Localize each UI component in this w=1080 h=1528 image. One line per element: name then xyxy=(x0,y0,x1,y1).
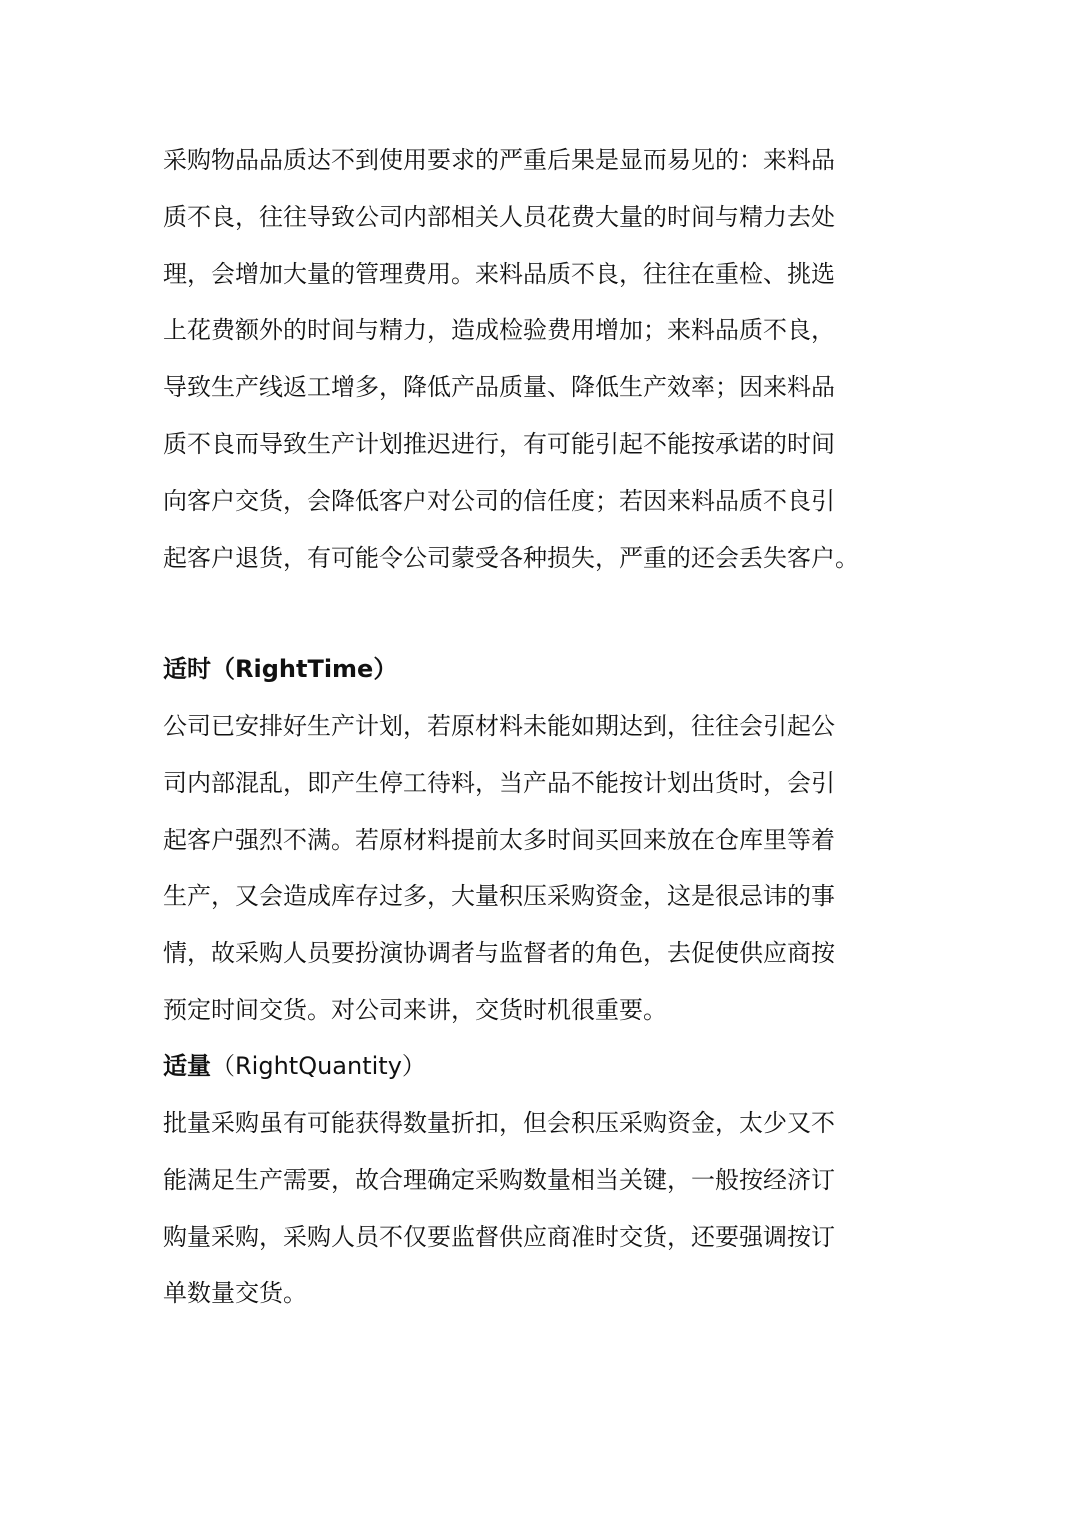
text-line: 单数量交货。 xyxy=(163,1279,307,1308)
section-heading-right-time xyxy=(163,641,923,698)
heading-normal-part: （RightQuantity） xyxy=(211,1052,426,1080)
text-line: 向客户交货，会降低客户对公司的信任度；若因来料品质不良引 xyxy=(163,486,835,515)
text-line: 上花费额外的时间与精力，造成检验费用增加；来料品质不良， xyxy=(163,316,835,345)
paragraph-right-time xyxy=(163,698,923,1039)
text-line: 能满足生产需要，故合理确定采购数量相当关键，一般按经济订 xyxy=(163,1165,835,1194)
text-line: 预定时间交货。对公司来讲，交货时机很重要。 xyxy=(163,995,667,1024)
text-line: 生产，又会造成库存过多，大量积压采购资金，这是很忌讳的事 xyxy=(163,882,835,911)
text-line: 购量采购，采购人员不仅要监督供应商准时交货，还要强调按订 xyxy=(163,1222,835,1251)
text-line: 起客户强烈不满。若原材料提前太多时间买回来放在仓库里等着 xyxy=(163,825,835,854)
paragraph-right-quantity xyxy=(163,1095,923,1322)
heading-text xyxy=(163,1038,923,1095)
text-line: 司内部混乱，即产生停工待料，当产品不能按计划出货时，会引 xyxy=(163,768,835,797)
text-line: 情，故采购人员要扮演协调者与监督者的角色，去促使供应商按 xyxy=(163,939,835,968)
paragraph-quality-consequences xyxy=(163,132,923,586)
text-line: 理，会增加大量的管理费用。来料品质不良，往往在重检、挑选 xyxy=(163,259,835,288)
heading-text: 适时（RightTime） xyxy=(163,655,398,683)
section-heading-right-quantity xyxy=(163,1038,923,1095)
heading-bold-part: 适量 xyxy=(163,1052,211,1080)
text-line: 批量采购虽有可能获得数量折扣，但会积压采购资金，太少又不 xyxy=(163,1109,835,1137)
text-line: 质不良，往往导致公司内部相关人员花费大量的时间与精力去处 xyxy=(163,202,835,231)
text-line: 采购物品品质达不到使用要求的严重后果是显而易见的：来料品 xyxy=(163,146,835,174)
text-line: 起客户退货，有可能令公司蒙受各种损失，严重的还会丢失客户。 xyxy=(163,543,859,572)
text-line: 质不良而导致生产计划推迟进行，有可能引起不能按承诺的时间 xyxy=(163,429,835,458)
text-line: 导致生产线返工增多，降低产品质量、降低生产效率；因来料品 xyxy=(163,373,835,402)
text-line: 公司已安排好生产计划，若原材料未能如期达到，往往会引起公 xyxy=(163,712,835,740)
